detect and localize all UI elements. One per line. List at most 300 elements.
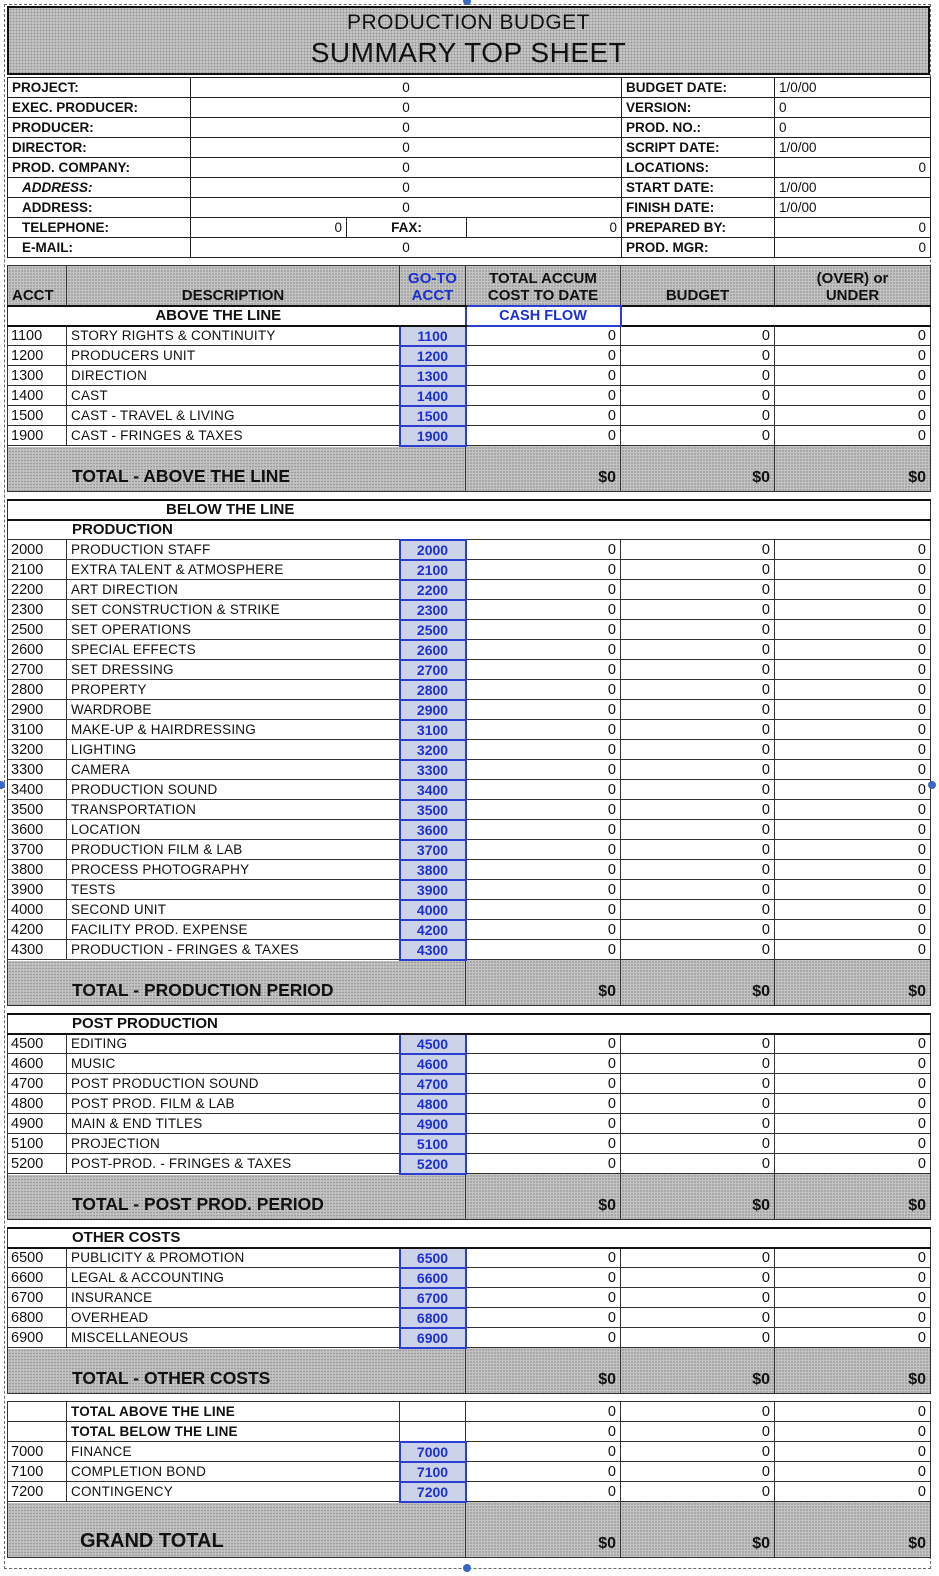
goto-acct-link[interactable]: 5200 <box>400 1154 466 1174</box>
cost-to-date-value[interactable]: 0 <box>466 1442 621 1462</box>
acct-number: 3700 <box>8 840 67 860</box>
prepared-by-value[interactable]: 0 <box>775 218 931 238</box>
account-description: SET DRESSING <box>67 660 400 680</box>
total-other-costs-label: TOTAL - OTHER COSTS <box>8 1348 466 1394</box>
acct-number: 4000 <box>8 900 67 920</box>
cost-to-date-value[interactable]: 0 <box>466 1288 621 1308</box>
over-under-value[interactable]: 0 <box>775 1248 931 1268</box>
total-above-the-line-cost: $0 <box>466 446 621 492</box>
budget-value[interactable]: 0 <box>621 540 775 560</box>
budget-line-row <box>8 1442 931 1462</box>
over-under-value[interactable]: 0 <box>775 540 931 560</box>
budget-value[interactable]: 0 <box>621 680 775 700</box>
budget-value[interactable]: 0 <box>621 700 775 720</box>
budget-value[interactable]: 0 <box>621 1154 775 1174</box>
goto-acct-link[interactable]: 1900 <box>400 426 466 446</box>
cost-to-date-value[interactable]: 0 <box>466 1422 621 1442</box>
budget-value[interactable]: 0 <box>621 580 775 600</box>
cost-to-date-value[interactable]: 0 <box>466 640 621 660</box>
budget-value[interactable]: 0 <box>621 640 775 660</box>
cost-to-date-value[interactable]: 0 <box>466 1094 621 1114</box>
account-description: PRODUCERS UNIT <box>67 346 400 366</box>
over-under-value[interactable]: 0 <box>775 860 931 880</box>
budget-table <box>7 265 931 1558</box>
cost-to-date-value[interactable]: 0 <box>466 426 621 446</box>
acct-number: 1400 <box>8 386 67 406</box>
info-row <box>8 178 931 198</box>
acct-number: 3900 <box>8 880 67 900</box>
goto-acct-link[interactable]: 7100 <box>400 1462 466 1482</box>
budget-value[interactable]: 0 <box>621 660 775 680</box>
over-under-value[interactable]: 0 <box>775 1134 931 1154</box>
budget-value[interactable]: 0 <box>621 326 775 346</box>
cost-to-date-value[interactable]: 0 <box>466 1154 621 1174</box>
info-row <box>8 218 931 238</box>
cost-to-date-value[interactable]: 0 <box>466 680 621 700</box>
budget-value[interactable]: 0 <box>621 920 775 940</box>
goto-acct-link[interactable]: 2800 <box>400 680 466 700</box>
budget-value[interactable]: 0 <box>621 1114 775 1134</box>
over-under-value[interactable]: 0 <box>775 920 931 940</box>
over-under-value[interactable]: 0 <box>775 406 931 426</box>
budget-value[interactable]: 0 <box>621 1268 775 1288</box>
budget-value[interactable]: 0 <box>621 720 775 740</box>
over-under-value[interactable]: 0 <box>775 326 931 346</box>
account-description: PRODUCTION FILM & LAB <box>67 840 400 860</box>
cost-to-date-value[interactable]: 0 <box>466 740 621 760</box>
acct-number: 4900 <box>8 1114 67 1134</box>
cost-to-date-value[interactable]: 0 <box>466 1134 621 1154</box>
exec-producer-value[interactable]: 0 <box>191 98 622 118</box>
goto-acct-link[interactable]: 3400 <box>400 780 466 800</box>
over-under-header <box>775 266 931 306</box>
goto-acct-link[interactable]: 3500 <box>400 800 466 820</box>
cost-to-date-value[interactable]: 0 <box>466 800 621 820</box>
cost-to-date-value[interactable]: 0 <box>466 1402 621 1422</box>
goto-acct-link[interactable]: 7000 <box>400 1442 466 1462</box>
acct-number: 3600 <box>8 820 67 840</box>
goto-acct-link[interactable]: 2100 <box>400 560 466 580</box>
acct-number: 4500 <box>8 1034 67 1054</box>
info-row <box>8 198 931 218</box>
over-under-value[interactable]: 0 <box>775 1308 931 1328</box>
above-heading-row <box>8 306 931 326</box>
budget-value[interactable]: 0 <box>621 740 775 760</box>
over-under-value[interactable]: 0 <box>775 700 931 720</box>
over-under-value[interactable]: 0 <box>775 720 931 740</box>
account-description: SET CONSTRUCTION & STRIKE <box>67 600 400 620</box>
goto-acct-link[interactable]: 3800 <box>400 860 466 880</box>
over-under-value[interactable]: 0 <box>775 640 931 660</box>
goto-acct-link[interactable]: 3700 <box>400 840 466 860</box>
cost-to-date-value[interactable]: 0 <box>466 1268 621 1288</box>
cost-to-date-value[interactable]: 0 <box>466 346 621 366</box>
goto-acct-link[interactable]: 4300 <box>400 940 466 960</box>
cost-to-date-value[interactable]: 0 <box>466 406 621 426</box>
budget-value[interactable]: 0 <box>621 406 775 426</box>
email-value[interactable]: 0 <box>191 238 622 258</box>
budget-value[interactable]: 0 <box>621 1134 775 1154</box>
budget-value[interactable]: 0 <box>621 1422 775 1442</box>
budget-value[interactable]: 0 <box>621 900 775 920</box>
over-under-value[interactable]: 0 <box>775 346 931 366</box>
cost-to-date-value[interactable]: 0 <box>466 1054 621 1074</box>
budget-line-row <box>8 1054 931 1074</box>
over-under-value[interactable]: 0 <box>775 560 931 580</box>
post-production-heading: POST PRODUCTION <box>8 1014 931 1034</box>
acct-number: 1100 <box>8 326 67 346</box>
goto-acct-link[interactable]: 4600 <box>400 1054 466 1074</box>
budget-value[interactable]: 0 <box>621 426 775 446</box>
selection-handle-bottom[interactable] <box>463 1564 471 1572</box>
cost-to-date-header <box>466 266 621 306</box>
goto-acct-link[interactable]: 4900 <box>400 1114 466 1134</box>
prod-company-label: PROD. COMPANY: <box>8 158 191 178</box>
budget-value[interactable]: 0 <box>621 620 775 640</box>
over-under-value[interactable]: 0 <box>775 1462 931 1482</box>
goto-acct-link[interactable]: 1400 <box>400 386 466 406</box>
cost-to-date-value[interactable]: 0 <box>466 1114 621 1134</box>
address-2-value[interactable]: 0 <box>191 198 622 218</box>
over-under-value[interactable]: 0 <box>775 780 931 800</box>
budget-value[interactable]: 0 <box>621 880 775 900</box>
cost-header-line-2: COST TO DATE <box>487 286 599 304</box>
over-under-value[interactable]: 0 <box>775 940 931 960</box>
goto-acct-link[interactable]: 2700 <box>400 660 466 680</box>
goto-acct-link[interactable]: 6900 <box>400 1328 466 1348</box>
acct-number: 7100 <box>8 1462 67 1482</box>
director-value[interactable]: 0 <box>191 138 622 158</box>
grand-total-cost: $0 <box>466 1502 621 1558</box>
total-other-costs <box>8 1348 931 1394</box>
over-under-value[interactable]: 0 <box>775 1154 931 1174</box>
goto-acct-link[interactable]: 1500 <box>400 406 466 426</box>
telephone-value[interactable]: 0 <box>191 218 347 238</box>
budget-value[interactable]: 0 <box>621 800 775 820</box>
cost-to-date-value[interactable]: 0 <box>466 880 621 900</box>
info-row <box>8 238 931 258</box>
budget-value[interactable]: 0 <box>621 366 775 386</box>
cost-to-date-value[interactable]: 0 <box>466 560 621 580</box>
account-description: LOCATION <box>67 820 400 840</box>
cost-header-line-1: TOTAL ACCUM <box>489 269 597 287</box>
budget-value[interactable]: 0 <box>621 1248 775 1268</box>
budget-value[interactable]: 0 <box>621 386 775 406</box>
account-description: POST-PROD. - FRINGES & TAXES <box>67 1154 400 1174</box>
project-value[interactable]: 0 <box>191 78 622 98</box>
goto-acct-link[interactable]: 2300 <box>400 600 466 620</box>
project-info-table <box>7 77 931 258</box>
budget-value[interactable]: 0 <box>621 1288 775 1308</box>
cost-to-date-value[interactable]: 0 <box>466 366 621 386</box>
cost-to-date-value[interactable]: 0 <box>466 1034 621 1054</box>
budget-value[interactable]: 0 <box>621 780 775 800</box>
account-description: SET OPERATIONS <box>67 620 400 640</box>
over-under-value[interactable]: 0 <box>775 1268 931 1288</box>
cost-to-date-value[interactable]: 0 <box>466 860 621 880</box>
selection-handle-left[interactable] <box>0 781 5 789</box>
total-above-the-line-over-under: $0 <box>775 446 931 492</box>
budget-value[interactable]: 0 <box>621 1462 775 1482</box>
over-under-value[interactable]: 0 <box>775 1288 931 1308</box>
cost-to-date-value[interactable]: 0 <box>466 700 621 720</box>
over-under-value[interactable]: 0 <box>775 1442 931 1462</box>
over-under-value[interactable]: 0 <box>775 386 931 406</box>
goto-acct-link[interactable]: 6600 <box>400 1268 466 1288</box>
over-under-value[interactable]: 0 <box>775 1094 931 1114</box>
account-description: FINANCE <box>67 1442 400 1462</box>
over-under-value[interactable]: 0 <box>775 1034 931 1054</box>
project-label: PROJECT: <box>8 78 191 98</box>
cost-to-date-value[interactable]: 0 <box>466 620 621 640</box>
cost-to-date-value[interactable]: 0 <box>466 1462 621 1482</box>
producer-value[interactable]: 0 <box>191 118 622 138</box>
fax-value[interactable]: 0 <box>467 218 622 238</box>
goto-acct-link[interactable]: 4500 <box>400 1034 466 1054</box>
other-heading-row <box>8 1228 931 1248</box>
budget-date-value[interactable]: 1/0/00 <box>775 78 931 98</box>
goto-acct-link[interactable]: 5100 <box>400 1134 466 1154</box>
budget-line-row <box>8 600 931 620</box>
over-under-value[interactable]: 0 <box>775 880 931 900</box>
account-description: MAKE-UP & HAIRDRESSING <box>67 720 400 740</box>
script-date-label: SCRIPT DATE: <box>622 138 775 158</box>
info-row <box>8 138 931 158</box>
over-under-value[interactable]: 0 <box>775 426 931 446</box>
account-description: CAST <box>67 386 400 406</box>
cost-to-date-value[interactable]: 0 <box>466 720 621 740</box>
finish-date-value[interactable]: 1/0/00 <box>775 198 931 218</box>
budget-value[interactable]: 0 <box>621 1442 775 1462</box>
goto-acct-link[interactable]: 3100 <box>400 720 466 740</box>
budget-value[interactable]: 0 <box>621 1402 775 1422</box>
acct-number: 2500 <box>8 620 67 640</box>
cost-to-date-value[interactable]: 0 <box>466 660 621 680</box>
budget-value[interactable]: 0 <box>621 1328 775 1348</box>
goto-acct-link[interactable]: 2000 <box>400 540 466 560</box>
budget-line-row <box>8 386 931 406</box>
total-production-period-cost: $0 <box>466 960 621 1006</box>
over-under-value[interactable]: 0 <box>775 760 931 780</box>
goto-acct-link[interactable]: 1200 <box>400 346 466 366</box>
cost-to-date-value[interactable]: 0 <box>466 1248 621 1268</box>
account-description: PRODUCTION SOUND <box>67 780 400 800</box>
acct-number: 6500 <box>8 1248 67 1268</box>
production-subheading-row <box>8 520 931 540</box>
budget-value[interactable]: 0 <box>621 1308 775 1328</box>
cost-to-date-value[interactable]: 0 <box>466 840 621 860</box>
acct-number: 2000 <box>8 540 67 560</box>
finish-date-label: FINISH DATE: <box>622 198 775 218</box>
cost-to-date-value[interactable]: 0 <box>466 1328 621 1348</box>
goto-acct-link[interactable]: 3300 <box>400 760 466 780</box>
acct-number: 3400 <box>8 780 67 800</box>
goto-acct-link[interactable]: 4000 <box>400 900 466 920</box>
cost-to-date-value[interactable]: 0 <box>466 940 621 960</box>
locations-value[interactable]: 0 <box>775 158 931 178</box>
goto-acct-link[interactable]: 6500 <box>400 1248 466 1268</box>
goto-acct-link[interactable]: 7200 <box>400 1482 466 1502</box>
over-under-value[interactable]: 0 <box>775 660 931 680</box>
budget-value[interactable]: 0 <box>621 600 775 620</box>
cash-flow-button[interactable]: CASH FLOW <box>466 306 621 326</box>
over-under-value[interactable]: 0 <box>775 800 931 820</box>
prod-company-value[interactable]: 0 <box>191 158 622 178</box>
budget-line-row <box>8 1114 931 1134</box>
account-description: SPECIAL EFFECTS <box>67 640 400 660</box>
budget-line-row <box>8 1288 931 1308</box>
acct-number: 7200 <box>8 1482 67 1502</box>
goto-acct-header <box>400 266 466 306</box>
budget-value[interactable]: 0 <box>621 1034 775 1054</box>
gap-cell <box>8 1394 931 1402</box>
goto-acct-link[interactable]: 6800 <box>400 1308 466 1328</box>
goto-acct-link[interactable]: 4200 <box>400 920 466 940</box>
goto-acct-link[interactable]: 1300 <box>400 366 466 386</box>
budget-line-row <box>8 900 931 920</box>
over-under-value[interactable]: 0 <box>775 820 931 840</box>
address-label: ADDRESS: <box>8 178 191 198</box>
info-row <box>8 98 931 118</box>
over-under-value[interactable]: 0 <box>775 900 931 920</box>
account-description: PUBLICITY & PROMOTION <box>67 1248 400 1268</box>
budget-value[interactable]: 0 <box>621 1482 775 1502</box>
goto-acct-link[interactable]: 2500 <box>400 620 466 640</box>
acct-number: 4300 <box>8 940 67 960</box>
budget-value[interactable]: 0 <box>621 760 775 780</box>
over-under-value[interactable]: 0 <box>775 366 931 386</box>
goto-acct-link[interactable]: 2600 <box>400 640 466 660</box>
goto-acct-link[interactable]: 6700 <box>400 1288 466 1308</box>
cost-to-date-value[interactable]: 0 <box>466 1074 621 1094</box>
over-under-value[interactable]: 0 <box>775 740 931 760</box>
acct-number: 4200 <box>8 920 67 940</box>
budget-value[interactable]: 0 <box>621 860 775 880</box>
grand-total-budget: $0 <box>621 1502 775 1558</box>
budget-line-row <box>8 540 931 560</box>
account-description: MAIN & END TITLES <box>67 1114 400 1134</box>
cost-to-date-value[interactable]: 0 <box>466 580 621 600</box>
address-value[interactable]: 0 <box>191 178 622 198</box>
acct-number: 4800 <box>8 1094 67 1114</box>
cost-to-date-value[interactable]: 0 <box>466 760 621 780</box>
heading-spacer <box>621 306 931 326</box>
total-production-period <box>8 960 931 1006</box>
budget-line-row <box>8 920 931 940</box>
goto-acct-link[interactable]: 2200 <box>400 580 466 600</box>
over-under-value[interactable]: 0 <box>775 1328 931 1348</box>
cost-to-date-value[interactable]: 0 <box>466 326 621 346</box>
acct-number: 3500 <box>8 800 67 820</box>
account-description: STORY RIGHTS & CONTINUITY <box>67 326 400 346</box>
over-under-value[interactable]: 0 <box>775 1402 931 1422</box>
goto-acct-link[interactable]: 4700 <box>400 1074 466 1094</box>
budget-line-row <box>8 560 931 580</box>
account-description: MISCELLANEOUS <box>67 1328 400 1348</box>
acct-number: 4600 <box>8 1054 67 1074</box>
script-date-value[interactable]: 1/0/00 <box>775 138 931 158</box>
cost-to-date-value[interactable]: 0 <box>466 780 621 800</box>
over-under-value[interactable]: 0 <box>775 580 931 600</box>
acct-number: 2300 <box>8 600 67 620</box>
budget-value[interactable]: 0 <box>621 1074 775 1094</box>
selection-handle-right[interactable] <box>928 781 936 789</box>
acct-number: 1900 <box>8 426 67 446</box>
budget-value[interactable]: 0 <box>621 346 775 366</box>
cost-to-date-value[interactable]: 0 <box>466 920 621 940</box>
prod-no-value[interactable]: 0 <box>775 118 931 138</box>
over-under-value[interactable]: 0 <box>775 680 931 700</box>
over-under-value[interactable]: 0 <box>775 600 931 620</box>
cost-to-date-value[interactable]: 0 <box>466 820 621 840</box>
start-date-value[interactable]: 1/0/00 <box>775 178 931 198</box>
account-description: CONTINGENCY <box>67 1482 400 1502</box>
over-under-value[interactable]: 0 <box>775 840 931 860</box>
budget-value[interactable]: 0 <box>621 820 775 840</box>
budget-value[interactable]: 0 <box>621 1054 775 1074</box>
over-under-value[interactable]: 0 <box>775 1074 931 1094</box>
start-date-label: START DATE: <box>622 178 775 198</box>
account-description: TOTAL BELOW THE LINE <box>67 1422 400 1442</box>
goto-acct-link[interactable]: 4800 <box>400 1094 466 1114</box>
version-value[interactable]: 0 <box>775 98 931 118</box>
budget-value[interactable]: 0 <box>621 840 775 860</box>
cost-to-date-value[interactable]: 0 <box>466 600 621 620</box>
goto-acct-link[interactable]: 3600 <box>400 820 466 840</box>
budget-line-row <box>8 820 931 840</box>
cost-to-date-value[interactable]: 0 <box>466 386 621 406</box>
total-production-period-budget: $0 <box>621 960 775 1006</box>
acct-number: 6600 <box>8 1268 67 1288</box>
selection-handle-top[interactable] <box>463 0 471 5</box>
account-description: PROPERTY <box>67 680 400 700</box>
cost-to-date-value[interactable]: 0 <box>466 900 621 920</box>
acct-number: 2700 <box>8 660 67 680</box>
cost-to-date-value[interactable]: 0 <box>466 1308 621 1328</box>
budget-value[interactable]: 0 <box>621 560 775 580</box>
goto-acct-link[interactable]: 1100 <box>400 326 466 346</box>
budget-line-row <box>8 1134 931 1154</box>
over-under-value[interactable]: 0 <box>775 1422 931 1442</box>
acct-number: 6900 <box>8 1328 67 1348</box>
over-under-value[interactable]: 0 <box>775 1054 931 1074</box>
budget-line-row <box>8 640 931 660</box>
cost-to-date-value[interactable]: 0 <box>466 1482 621 1502</box>
prod-mgr-value[interactable]: 0 <box>775 238 931 258</box>
budget-value[interactable]: 0 <box>621 940 775 960</box>
acct-number: 3200 <box>8 740 67 760</box>
goto-acct-link <box>400 1422 466 1442</box>
over-under-value[interactable]: 0 <box>775 620 931 640</box>
goto-acct-link[interactable]: 3900 <box>400 880 466 900</box>
info-row <box>8 158 931 178</box>
budget-line-row <box>8 1482 931 1502</box>
fax-label: FAX: <box>347 218 467 238</box>
budget-line-row <box>8 1402 931 1422</box>
acct-number: 1500 <box>8 406 67 426</box>
budget-header: BUDGET <box>621 266 775 306</box>
cost-to-date-value[interactable]: 0 <box>466 540 621 560</box>
budget-value[interactable]: 0 <box>621 1094 775 1114</box>
account-description: ART DIRECTION <box>67 580 400 600</box>
goto-acct-link[interactable]: 2900 <box>400 700 466 720</box>
over-under-value[interactable]: 0 <box>775 1482 931 1502</box>
budget-line-row <box>8 700 931 720</box>
info-row <box>8 118 931 138</box>
other-costs-heading: OTHER COSTS <box>8 1228 931 1248</box>
goto-acct-link[interactable]: 3200 <box>400 740 466 760</box>
over-under-value[interactable]: 0 <box>775 1114 931 1134</box>
